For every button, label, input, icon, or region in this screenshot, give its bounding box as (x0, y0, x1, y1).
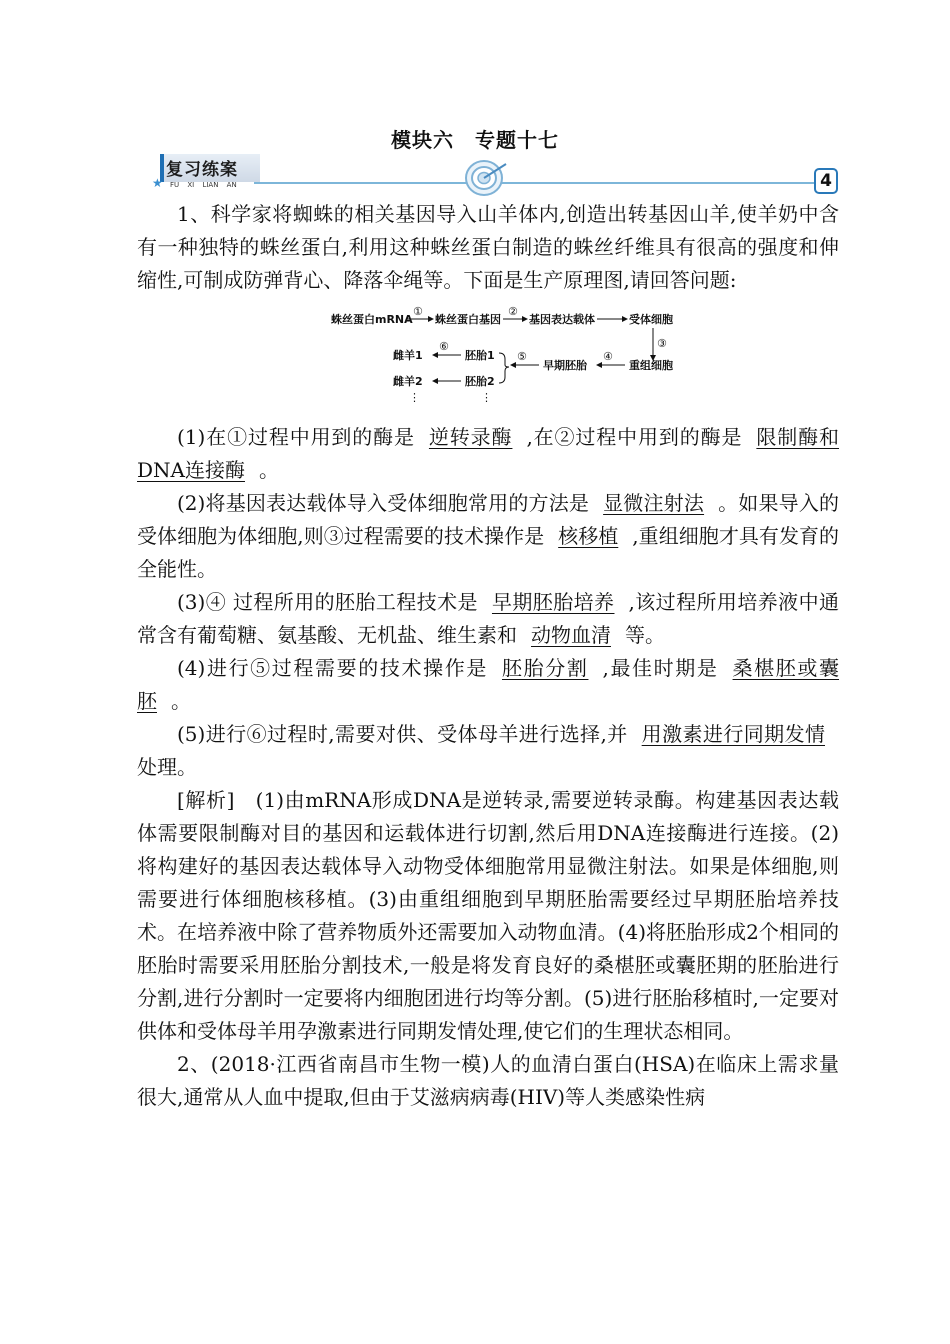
step-4-label: ④ (603, 350, 613, 363)
banner-pinyin: FU XI LIAN AN (170, 181, 237, 189)
q4-text-end: 。 (171, 689, 191, 713)
target-icon (462, 158, 508, 198)
step-6-label: ⑥ (439, 340, 449, 353)
q2-text-mid: 。如果导入的受体细胞为体细胞,则③过程需要的技术操作是 (137, 491, 840, 548)
ellipsis-embryo: ⋮ (481, 391, 492, 404)
question1-part2 (137, 487, 839, 586)
step-5-label: ⑤ (517, 350, 527, 363)
process-diagram (137, 305, 839, 417)
q1-answer-1: 逆转录酶 (428, 425, 513, 449)
diagram-svg (323, 305, 683, 417)
question1-stem: 1、科学家将蜘蛛的相关基因导入山羊体内,创造出转基因山羊,使羊奶中含有一种独特的蛛丝蛋白,利用这种蛛丝蛋白制造的蛛丝纤维具有很高的强度和伸缩性,可制成防弹背心、降落伞绳等。下面是生产原理图,请回答问题: (137, 202, 839, 292)
node-embryo-1: 胚胎1 (465, 349, 495, 362)
q4-answer-2: 桑椹胚或囊胚 (137, 656, 840, 713)
q3-text-end: 等。 (625, 623, 665, 647)
page-title: 模块六 专题十七 (391, 128, 559, 152)
q1-text-pre: (1)在①过程中用到的酶是 (177, 425, 415, 449)
node-vector: 基因表达载体 (529, 313, 595, 326)
node-goat-2: 雌羊2 (393, 375, 423, 388)
node-goat-1: 雌羊1 (393, 349, 423, 362)
star-icon: ★ (152, 176, 163, 190)
document-body (137, 198, 839, 1114)
banner-label: 复习练案 (166, 160, 238, 180)
q3-answer-1: 早期胚胎培养 (491, 590, 615, 614)
q1-text-mid: ,在②过程中用到的酶是 (526, 425, 743, 449)
question1-part5 (137, 718, 839, 784)
step-2-label: ② (508, 305, 518, 318)
node-recombinant: 重组细胞 (629, 359, 673, 372)
q5-text-pre: (5)进行⑥过程时,需要对供、受体母羊进行选择,并 (177, 722, 628, 746)
q3-text-pre: (3)④ 过程所用的胚胎工程技术是 (177, 590, 478, 614)
q3-answer-2: 动物血清 (531, 623, 611, 647)
q4-text-mid: ,最佳时期是 (602, 656, 719, 680)
brace (499, 353, 509, 383)
q4-answer-1: 胚胎分割 (501, 656, 589, 680)
node-early-embryo: 早期胚胎 (543, 359, 587, 372)
q4-text-pre: (4)进行⑤过程需要的技术操作是 (177, 656, 488, 680)
page-badge: 4 (814, 168, 838, 194)
banner-line (254, 182, 814, 184)
node-recipient: 受体细胞 (629, 313, 673, 326)
section-banner (150, 154, 830, 200)
node-mrna: 蛛丝蛋白mRNA (331, 313, 413, 326)
question1-part3 (137, 586, 839, 652)
q5-text-end: 处理。 (137, 755, 197, 779)
step-1-label: ① (413, 305, 423, 318)
ellipsis-goat: ⋮ (409, 391, 420, 404)
node-embryo-2: 胚胎2 (465, 375, 495, 388)
q2-answer-2: 核移植 (558, 524, 619, 548)
q1-text-end: 。 (258, 458, 279, 482)
question1-analysis: [解析] (1)由mRNA形成DNA是逆转录,需要逆转录酶。构建基因表达载体需要限制酶对目的基因和运载体进行切割,然后用DNA连接酶进行连接。(2)将构建好的基因表达载体导入动物受体细胞常用显微注射法。如果是体细胞,则需要进行体细胞核移植。(3)由重组细胞到早期胚胎需要经过早期胚胎培养技术。在培养液中除了营养物质外还需要加入动物血清。(4)将胚胎形成2个相同的胚胎时需要采用胚胎分割技术,一般是将发育良好的桑椹胚或囊胚期的胚胎进行分割,进行分割时一定要将内细胞团进行均等分割。(5)进行胚胎移植时,一定要对供体和受体母羊用孕激素进行同期发情处理,使它们的生理状态相同。 (137, 788, 839, 1043)
q2-text-end: ,重组细胞才具有发育的全能性。 (137, 524, 840, 581)
q1-answer-2: 限制酶和DNA连接酶 (137, 425, 840, 482)
question1-part4 (137, 652, 839, 718)
node-gene: 蛛丝蛋白基因 (435, 313, 501, 326)
q2-text-pre: (2)将基因表达载体导入受体细胞常用的方法是 (177, 491, 590, 515)
q5-answer-1: 用激素进行同期发情 (641, 722, 825, 746)
q3-text-mid: ,该过程所用培养液中通常含有葡萄糖、氨基酸、无机盐、维生素和 (137, 590, 840, 647)
question2-stem: 2、(2018·江西省南昌市生物一模)人的血清白蛋白(HSA)在临床上需求量很大,通常从人血中提取,但由于艾滋病病毒(HIV)等人类感染性病 (137, 1052, 839, 1109)
question1-part1 (137, 421, 839, 487)
step-3-label: ③ (657, 337, 667, 350)
q2-answer-1: 显微注射法 (603, 491, 705, 515)
